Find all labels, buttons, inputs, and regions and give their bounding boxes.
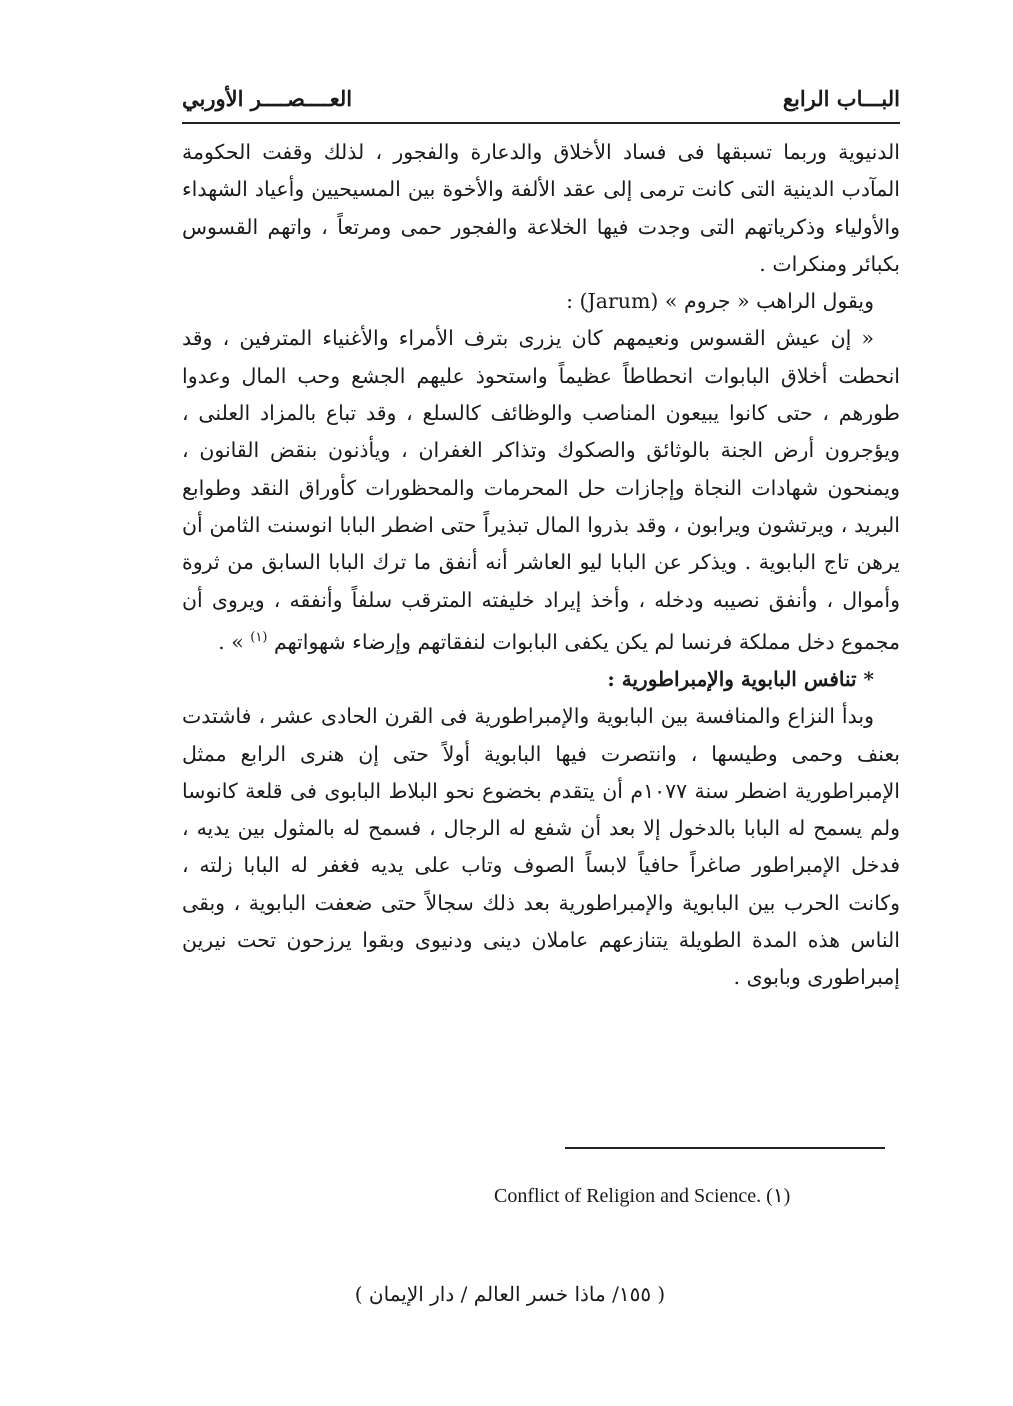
paragraph-1: الدنيوية وربما تسبقها فى فساد الأخلاق والدعارة والفجور ، لذلك وقفت الحكومة المآدب الدينية التى كانت ترمى إلى عقد الألفة والأخوة بين المسيحيين وأعياد الشهداء والأولياء وذكرياتهم التى وجدت فيها الخلاعة والفجور حمى ومرتعاً ، واتهم القسوس بكبائر ومنكرات . [182, 140, 900, 276]
page-footer: ( ١٥٥/ ماذا خسر العالم / دار الإيمان ) [354, 1282, 666, 1306]
quote-close: » . [218, 629, 244, 654]
section-subheading: * تنافس البابوية والإمبراطورية : [607, 666, 874, 691]
chapter-title: البـــاب الرابع [782, 86, 900, 111]
footnote: Conflict of Religion and Science. (١) [494, 1185, 791, 1207]
footnote-reference[interactable]: (١) [250, 629, 268, 645]
paragraph-3-quote [182, 320, 900, 661]
quote-text: « إن عيش القسوس ونعيمهم كان يزرى بترف الأمراء والأغنياء المترفين ، وقد انحطت أخلاق البابوات انحطاطاً عظيماً واستحوذ عليهم الجشع وحب المال وعدوا طورهم ، حتى كانوا يبيعون المناصب والوظائف كالسلع ، وقد تباع بالمزاد العلنى ، ويؤجرون أرض الجنة بالوثائق والصكوك وتذاكر الغفران ، ويأذنون بنقض القانون ، ويمنحون شهادات النجاة وإجازات حل المحرمات والمحظورات كأوراق النقد وطوابع البريد ، ويرتشون ويرابون ، وقد بذروا المال تبذيراً حتى اضطر البابا انوسنت الثامن أن يرهن تاج البابوية . ويذكر عن البابا ليو العاشر أنه أنفق ما ترك البابا السابق من ثروة وأموال ، وأنفق نصيبه ودخله ، وأخذ إيراد خليفته المترقب سلفاً وأنفقه ، ويروى أن مجموع دخل مملكة فرنسا لم يكن يكفى البابوات لنفقاتهم وإرضاء شهواتهم [182, 326, 900, 654]
footnote-divider [565, 1147, 885, 1149]
paragraph-4: وبدأ النزاع والمنافسة بين البابوية والإمبراطورية فى القرن الحادى عشر ، فاشتدت بعنف وحمى وطيسها ، وانتصرت فيها البابوية أولاً حتى إن هنرى الرابع ممثل الإمبراطورية اضطر سنة ١٠٧٧م أن يتقدم بخضوع نحو البلاط البابوى فى قلعة كانوسا ولم يسمح له البابا بالدخول إلا بعد أن شفع له الرجال ، فسمح له بالمثول بين يديه ، فدخل الإمبراطور صاغراً حافياً لابساً الصوف وتاب على يديه فغفر له البابا زلته ، وكانت الحرب بين البابوية والإمبراطورية بعد ذلك سجالاً حتى ضعفت البابوية ، وبقى الناس هذه المدة الطويلة يتنازعهم عاملان دينى ودنيوى وبقوا يرزحون تحت نيرين إمبراطورى وبابوى . [182, 704, 900, 990]
section-title: العــــصــــر الأوربي [182, 86, 353, 111]
running-header [182, 82, 900, 124]
paragraph-2: ويقول الراهب « جروم » (Jarum) : [566, 289, 874, 314]
main-text [182, 134, 900, 997]
